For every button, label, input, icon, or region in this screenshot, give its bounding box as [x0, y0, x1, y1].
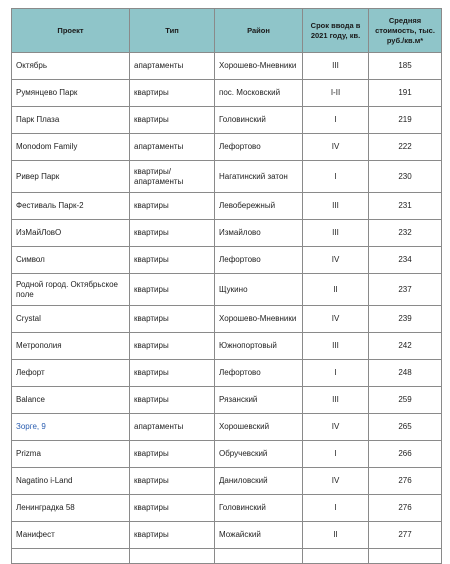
cell-type: квартиры	[130, 333, 215, 360]
cell-price: 185	[369, 53, 442, 80]
cell-project: Фестиваль Парк-2	[12, 193, 130, 220]
cell-project: Balance	[12, 387, 130, 414]
table-row	[12, 495, 442, 522]
cell-type: квартиры	[130, 193, 215, 220]
cell-district: Хорошевский	[215, 414, 303, 441]
cell-price: 191	[369, 80, 442, 107]
cell-type: квартиры	[130, 220, 215, 247]
cell-price	[369, 549, 442, 564]
header-price: Средняя стоимость, тыс. руб./кв.м*	[369, 9, 442, 53]
cell-district: Измайлово	[215, 220, 303, 247]
table-row	[12, 107, 442, 134]
cell-project: Символ	[12, 247, 130, 274]
cell-project: Румянцево Парк	[12, 80, 130, 107]
cell-district: Щукино	[215, 274, 303, 306]
cell-quarter: II	[303, 522, 369, 549]
cell-project: Crystal	[12, 306, 130, 333]
cell-type: апартаменты	[130, 53, 215, 80]
cell-quarter: IV	[303, 306, 369, 333]
table-row	[12, 220, 442, 247]
cell-project: Ривер Парк	[12, 161, 130, 193]
table-row	[12, 80, 442, 107]
cell-type: квартиры	[130, 107, 215, 134]
projects-table	[11, 8, 442, 564]
table-row	[12, 441, 442, 468]
cell-district: пос. Московский	[215, 80, 303, 107]
cell-project: Родной город. Октябрьское поле	[12, 274, 130, 306]
cell-price: 231	[369, 193, 442, 220]
cell-price: 276	[369, 468, 442, 495]
cell-district: Можайский	[215, 522, 303, 549]
cell-price: 265	[369, 414, 442, 441]
cell-type: квартиры	[130, 306, 215, 333]
cell-quarter: IV	[303, 247, 369, 274]
cell-quarter: III	[303, 193, 369, 220]
cell-district: Даниловский	[215, 468, 303, 495]
cell-quarter: III	[303, 53, 369, 80]
cell-project: Prizma	[12, 441, 130, 468]
cell-type: апартаменты	[130, 414, 215, 441]
cell-type: квартиры	[130, 247, 215, 274]
cell-project: Лефорт	[12, 360, 130, 387]
cell-project: ИзМайЛовО	[12, 220, 130, 247]
cell-type: квартиры	[130, 387, 215, 414]
table-row	[12, 247, 442, 274]
cell-price: 266	[369, 441, 442, 468]
cell-quarter: IV	[303, 414, 369, 441]
cell-price: 242	[369, 333, 442, 360]
cell-project: Ленинградка 58	[12, 495, 130, 522]
table-row	[12, 468, 442, 495]
cell-quarter: III	[303, 220, 369, 247]
table-row	[12, 333, 442, 360]
cell-type	[130, 549, 215, 564]
cell-quarter: II	[303, 274, 369, 306]
cell-type: квартиры	[130, 274, 215, 306]
cell-type: квартиры	[130, 468, 215, 495]
cell-district	[215, 549, 303, 564]
table-row	[12, 306, 442, 333]
cell-type: квартиры	[130, 360, 215, 387]
table-row	[12, 414, 442, 441]
cell-district: Лефортово	[215, 360, 303, 387]
cell-type: квартиры	[130, 495, 215, 522]
cell-price: 230	[369, 161, 442, 193]
cell-type: квартиры	[130, 522, 215, 549]
cell-quarter: I	[303, 161, 369, 193]
cell-quarter: I	[303, 107, 369, 134]
cell-district: Обручевский	[215, 441, 303, 468]
cell-project	[12, 549, 130, 564]
cell-price: 276	[369, 495, 442, 522]
cell-quarter: I	[303, 360, 369, 387]
cell-district: Левобережный	[215, 193, 303, 220]
cell-price: 222	[369, 134, 442, 161]
table-row	[12, 161, 442, 193]
table-row	[12, 387, 442, 414]
cell-quarter: III	[303, 387, 369, 414]
cell-district: Нагатинский затон	[215, 161, 303, 193]
table-row	[12, 274, 442, 306]
cell-quarter: I	[303, 495, 369, 522]
cell-price: 232	[369, 220, 442, 247]
cell-type: апартаменты	[130, 134, 215, 161]
table-row	[12, 193, 442, 220]
cell-type: квартиры	[130, 441, 215, 468]
cell-type: квартиры	[130, 80, 215, 107]
cell-project: Метрополия	[12, 333, 130, 360]
header-project: Проект	[12, 9, 130, 53]
cell-price: 234	[369, 247, 442, 274]
cell-price: 259	[369, 387, 442, 414]
cell-quarter: I	[303, 441, 369, 468]
table-row	[12, 360, 442, 387]
cell-quarter	[303, 549, 369, 564]
cell-project-link[interactable]	[12, 414, 130, 441]
table-header-row	[12, 9, 442, 53]
cell-price: 239	[369, 306, 442, 333]
cell-price: 219	[369, 107, 442, 134]
cell-quarter: IV	[303, 134, 369, 161]
header-type: Тип	[130, 9, 215, 53]
cell-project: Monodom Family	[12, 134, 130, 161]
cell-quarter: III	[303, 333, 369, 360]
cell-district: Рязанский	[215, 387, 303, 414]
cell-project: Октябрь	[12, 53, 130, 80]
cell-price: 277	[369, 522, 442, 549]
cell-project: Манифест	[12, 522, 130, 549]
table-row	[12, 53, 442, 80]
cell-project: Nagatino i-Land	[12, 468, 130, 495]
cell-quarter: IV	[303, 468, 369, 495]
cell-district: Головинский	[215, 495, 303, 522]
header-quarter: Срок ввода в 2021 году, кв.	[303, 9, 369, 53]
header-district: Район	[215, 9, 303, 53]
cell-district: Хорошево-Мневники	[215, 306, 303, 333]
cell-district: Лефортово	[215, 247, 303, 274]
cell-type: квартиры/ апартаменты	[130, 161, 215, 193]
cell-district: Хорошево-Мневники	[215, 53, 303, 80]
cell-price: 237	[369, 274, 442, 306]
cell-price: 248	[369, 360, 442, 387]
table-row	[12, 134, 442, 161]
cell-district: Лефортово	[215, 134, 303, 161]
project-link[interactable]: Зорге, 9	[16, 422, 46, 431]
cell-project: Парк Плаза	[12, 107, 130, 134]
table-row	[12, 522, 442, 549]
table-row	[12, 549, 442, 564]
cell-quarter: I-II	[303, 80, 369, 107]
cell-district: Южнопортовый	[215, 333, 303, 360]
cell-district: Головинский	[215, 107, 303, 134]
